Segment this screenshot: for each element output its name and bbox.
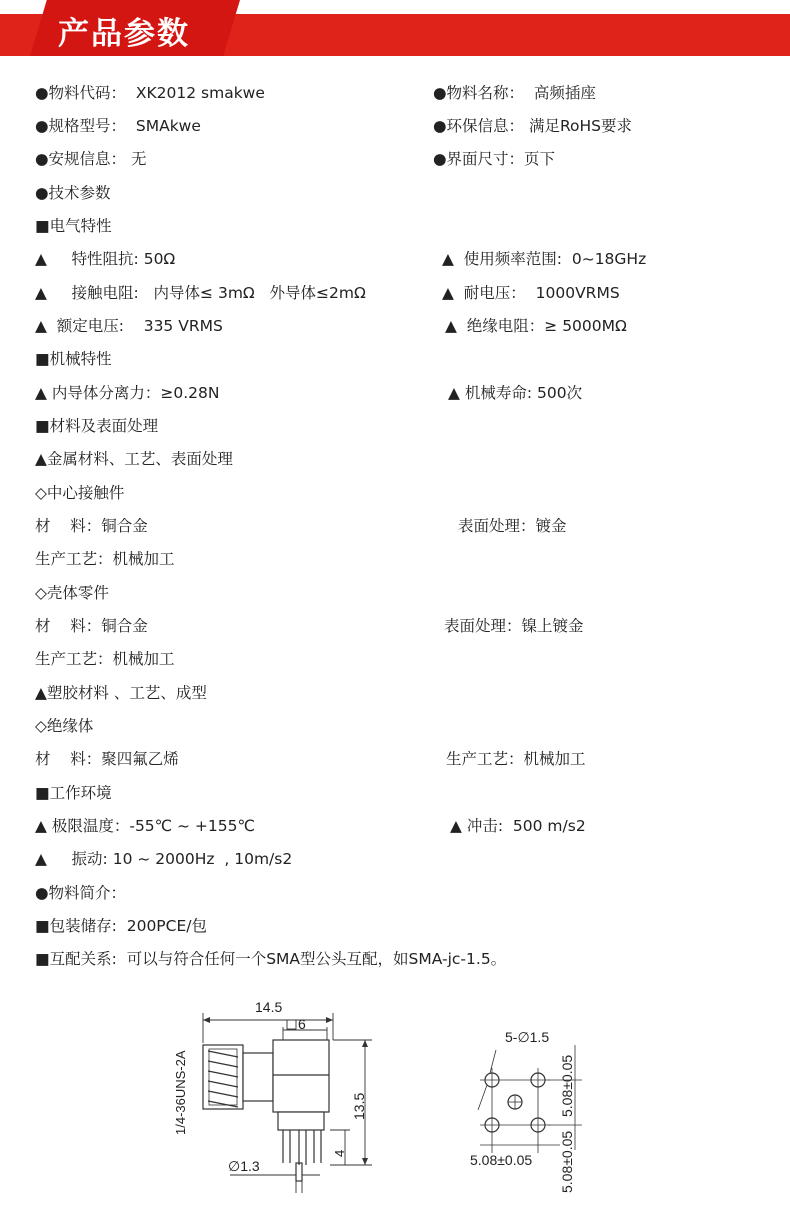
spec-row xyxy=(0,148,556,170)
holes-label: 5-∅1.5 xyxy=(505,1029,550,1045)
spec-row xyxy=(0,182,111,204)
part-shell: ◇壳体零件 xyxy=(35,584,109,602)
spec-material-name: ●物料名称： 高频插座 xyxy=(433,84,596,102)
spec-row xyxy=(0,315,627,337)
spec-contact-finish: 表面处理：镀金 xyxy=(458,517,567,535)
spec-row xyxy=(0,282,620,304)
spec-row xyxy=(0,948,507,970)
spec-row xyxy=(0,215,112,237)
spec-shock: ▲ 冲击: 500 m/s2 xyxy=(450,817,586,835)
thread-spec-label: 1/4-36UNS-2A xyxy=(173,1050,188,1135)
pitch-x-label: 5.08±0.05 xyxy=(470,1152,533,1168)
dim-width-label: 14.5 xyxy=(255,999,283,1015)
spec-withstand-voltage: ▲ 耐电压： 1000VRMS xyxy=(442,284,620,302)
spec-row xyxy=(0,782,112,804)
section-overview: ●物料简介： xyxy=(35,884,127,902)
spec-row xyxy=(0,582,109,604)
subsection-metal: ▲金属材料、工艺、表面处理 xyxy=(35,450,233,468)
spec-row xyxy=(0,715,94,737)
subsection-plastic: ▲塑胶材料 、工艺、成型 xyxy=(35,684,207,702)
connector-side-view xyxy=(203,1040,329,1181)
spec-row xyxy=(0,348,112,370)
spec-row xyxy=(0,448,233,470)
spec-impedance: ▲ 特性阻抗: 50Ω xyxy=(35,250,176,268)
spec-row xyxy=(0,682,207,704)
spec-row xyxy=(0,482,125,504)
spec-row xyxy=(0,748,586,770)
spec-vibration: ▲ 振动: 10 ~ 2000Hz , 10m/s2 xyxy=(35,850,293,868)
dim-pin-label: ∅1.3 xyxy=(228,1158,260,1174)
section-materials: ■材料及表面处理 xyxy=(35,417,159,435)
spec-row xyxy=(0,415,159,437)
spec-row xyxy=(0,115,633,137)
spec-row xyxy=(0,848,293,870)
spec-packaging: ■包装储存: 200PCE/包 xyxy=(35,917,207,935)
spec-insulator-material: 材 料：聚四氟乙烯 xyxy=(35,750,179,768)
spec-contact-resistance: ▲ 接触电阻: 内导体≤ 3mΩ 外导体≤2mΩ xyxy=(35,284,366,302)
spec-row xyxy=(0,615,584,637)
dim-box-label: 6 xyxy=(298,1016,306,1032)
spec-temperature: ▲ 极限温度：-55℃ ~ +155℃ xyxy=(35,817,255,835)
spec-model: ●规格型号： SMAkwe xyxy=(35,117,201,135)
spec-insulation-resistance: ▲ 绝缘电阻：≥ 5000MΩ xyxy=(445,317,627,335)
dim-box-symbol xyxy=(287,1020,296,1029)
pitch-y1-label: 5.08±0.05 xyxy=(559,1054,575,1117)
section-electrical: ■电气特性 xyxy=(35,217,112,235)
spec-retention-force: ▲ 内导体分离力：≥0.28N xyxy=(35,384,220,402)
dim-leg-label: 4 xyxy=(332,1149,347,1157)
spec-row xyxy=(0,248,647,270)
spec-rated-voltage: ▲ 额定电压: 335 VRMS xyxy=(35,317,223,335)
dim-height-label: 13.5 xyxy=(351,1092,367,1120)
section-banner xyxy=(0,0,790,58)
pitch-y2-label: 5.08±0.05 xyxy=(559,1130,575,1193)
spec-interface: ●界面尺寸：页下 xyxy=(433,150,556,168)
spec-safety: ●安规信息： 无 xyxy=(35,150,147,168)
spec-shell-finish: 表面处理：镍上镀金 xyxy=(444,617,584,635)
spec-row xyxy=(0,515,567,537)
part-insulator: ◇绝缘体 xyxy=(35,717,94,735)
spec-env: ●环保信息： 满足RoHS要求 xyxy=(433,117,633,135)
part-center-contact: ◇中心接触件 xyxy=(35,484,125,502)
spec-material-code: ●物料代码： XK2012 smakwe xyxy=(35,84,265,102)
dimension-drawing xyxy=(0,985,790,1218)
section-tech-params: ●技术参数 xyxy=(35,184,111,202)
spec-row xyxy=(0,548,175,570)
spec-insulator-process: 生产工艺：机械加工 xyxy=(446,750,586,768)
spec-row xyxy=(0,82,596,104)
page-title: 产品参数 xyxy=(58,16,190,52)
spec-row xyxy=(0,815,586,837)
spec-contact-process: 生产工艺：机械加工 xyxy=(35,550,175,568)
spec-shell-material: 材 料：铜合金 xyxy=(35,617,148,635)
spec-mechanical-life: ▲ 机械寿命: 500次 xyxy=(448,384,583,402)
spec-row xyxy=(0,915,207,937)
spec-contact-material: 材 料：铜合金 xyxy=(35,517,148,535)
section-environment: ■工作环境 xyxy=(35,784,112,802)
spec-row xyxy=(0,648,175,670)
spec-frequency: ▲ 使用频率范围: 0~18GHz xyxy=(442,250,647,268)
spec-shell-process: 生产工艺：机械加工 xyxy=(35,650,175,668)
spec-row xyxy=(0,882,127,904)
section-mechanical: ■机械特性 xyxy=(35,350,112,368)
spec-mating: ■互配关系: 可以与符合任何一个SMA型公头互配，如SMA-jc-1.5。 xyxy=(35,950,507,968)
spec-row xyxy=(0,382,583,404)
